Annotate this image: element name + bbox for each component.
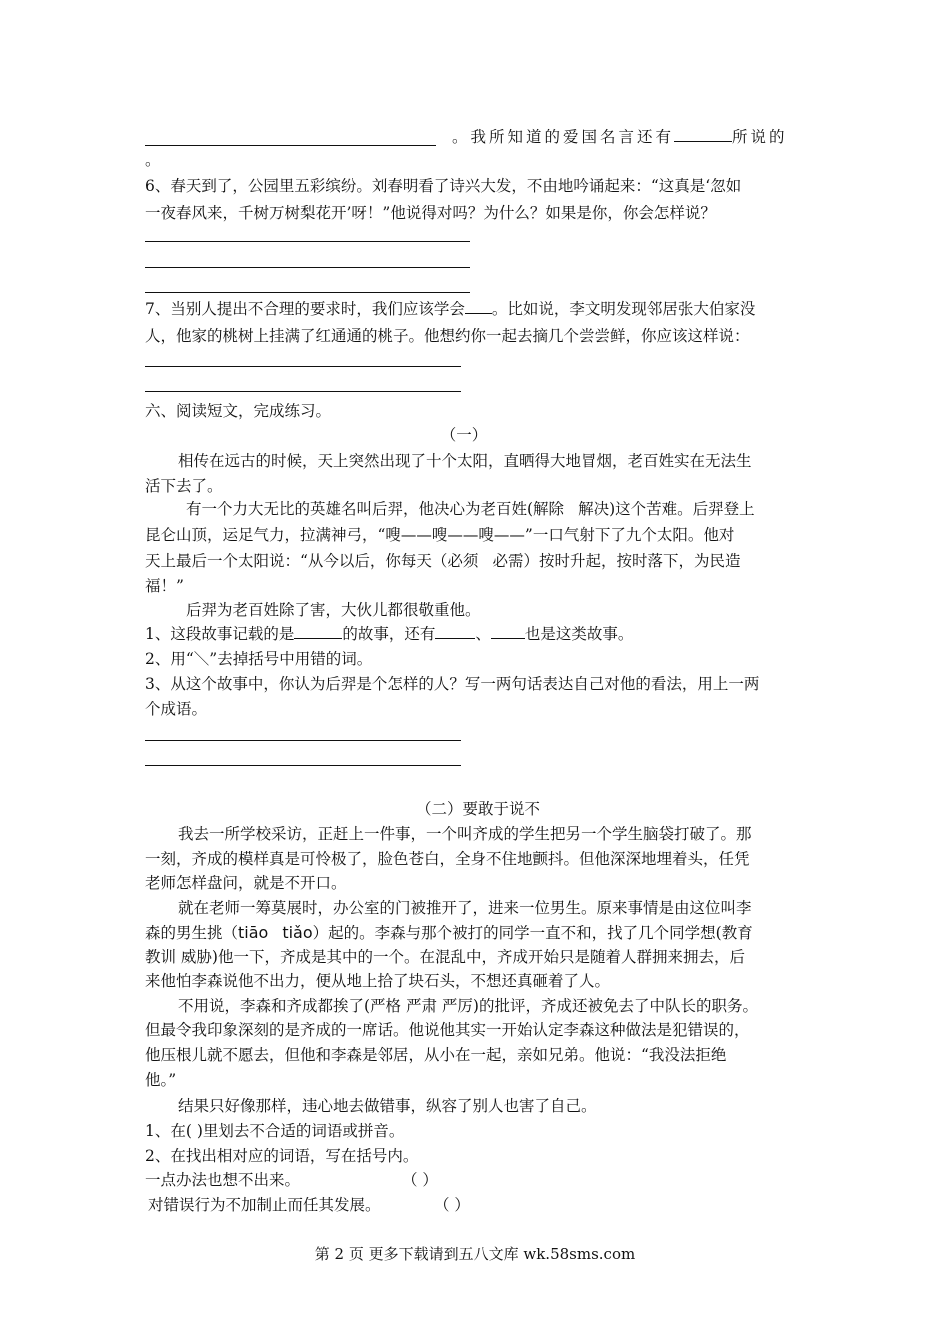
part1-p2-line1: 有一个力大无比的英雄名叫后羿，他决心为老百姓(解除 解决)这个苦难。后羿登上 xyxy=(186,500,755,518)
part1-q1: 1、这段故事记载的是 的故事，还有 、 也是这类故事。 xyxy=(145,625,634,643)
section6-heading: 六、阅读短文，完成练习。 xyxy=(145,402,332,420)
part1-q3-line1: 3、从这个故事中，你认为后羿是个怎样的人？写一两句话表达自己对他的看法，用上一两 xyxy=(145,675,760,693)
part2-p1-line3: 老师怎样盘问，就是不开口。 xyxy=(145,874,347,892)
part2-p3-line2: 但最令我印象深刻的是齐成的一席话。他说他其实一开始认定李森这种做法是犯错误的， xyxy=(145,1021,750,1039)
answer-paren[interactable]: （ ） xyxy=(434,1196,470,1214)
part1-p2-line4: 福！” xyxy=(145,577,184,595)
answer-line[interactable] xyxy=(145,740,461,741)
part2-p2-line4: 来他怕李森说他不出力，便从地上拾了块石头，不想还真砸着了人。 xyxy=(145,972,611,990)
part1-q2: 2、用“＼”去掉括号中用错的词。 xyxy=(145,650,373,668)
q7-line2: 人，他家的桃树上挂满了红通通的桃子。他想约你一起去摘几个尝尝鲜，你应该这样说： xyxy=(145,327,750,345)
part2-p3-line1: 不用说，李森和齐成都挨了(严格 严肃 严厉)的批评，齐成还被免去了中队长的职务。 xyxy=(178,997,758,1015)
answer-line[interactable] xyxy=(145,366,461,367)
part1-title: （一） xyxy=(440,426,488,444)
answer-blank[interactable] xyxy=(435,637,475,639)
part2-p1-line2: 一刻，齐成的模样真是可怜极了，脸色苍白，全身不住地颤抖。但他深深地埋着头，任凭 xyxy=(145,850,750,868)
answer-paren[interactable]: （ ） xyxy=(402,1171,438,1189)
answer-line[interactable] xyxy=(145,267,470,268)
q7-line1: 7、当别人提出不合理的要求时，我们应该学会 。比如说，李文明发现邻居张大伯家没 xyxy=(145,300,756,318)
part2-q2-item1: 一点办法也想不出来。 xyxy=(145,1171,301,1189)
q5-text: 。我所知道的爱国名言还有 所说的 xyxy=(452,128,788,146)
answer-line[interactable] xyxy=(145,292,470,293)
part1-p3: 后羿为老百姓除了害，大伙儿都很敬重他。 xyxy=(186,601,481,619)
q6-line2: 一夜春风来，千树万树梨花开’呀！”他说得对吗？为什么？如果是你，你会怎样说？ xyxy=(145,204,716,222)
part2-q2: 2、在找出相对应的词语，写在括号内。 xyxy=(145,1147,419,1165)
part2-title: （二）要敢于说不 xyxy=(415,800,540,818)
part2-p2-line2: 森的男生挑（tiāo tiǎo）起的。李森与那个被打的同学一直不和，找了几个同学想(教育 xyxy=(145,923,753,942)
part2-p1-line1: 我去一所学校采访，正赶上一件事，一个叫齐成的学生把另一个学生脑袋打破了。那 xyxy=(178,825,752,843)
answer-line[interactable] xyxy=(145,391,461,392)
part1-p1-line1: 相传在远古的时候，天上突然出现了十个太阳，直晒得大地冒烟，老百姓实在无法生 xyxy=(178,452,752,470)
q6-line1: 6、春天到了，公园里五彩缤纷。刘春明看了诗兴大发，不由地吟诵起来：“这真是‘忽如 xyxy=(145,177,742,195)
part1-p2-line3: 天上最后一个太阳说：“从今以后，你每天（必须 必需）按时升起，按时落下，为民造 xyxy=(145,552,741,570)
page-footer: 第 2 页 更多下载请到五八文库 wk.58sms.com xyxy=(314,1245,636,1263)
answer-line[interactable] xyxy=(145,765,461,766)
part2-p3-line3: 他压根儿就不愿去，但他和李森是邻居，从小在一起，亲如兄弟。他说：“我没法拒绝 xyxy=(145,1046,727,1064)
part2-p4: 结果只好像那样，违心地去做错事，纵容了别人也害了自己。 xyxy=(178,1097,597,1115)
q5-period: 。 xyxy=(145,151,161,169)
answer-blank[interactable] xyxy=(674,140,732,142)
answer-blank[interactable] xyxy=(294,637,342,639)
answer-blank[interactable] xyxy=(491,637,525,639)
answer-line[interactable] xyxy=(145,145,436,146)
part2-q2-item2: 对错误行为不加制止而任其发展。 xyxy=(148,1196,381,1214)
part1-p1-line2: 活下去了。 xyxy=(145,477,223,495)
part2-p2-line3: 教训 威胁)他一下，齐成是其中的一个。在混乱中，齐成开始只是随着人群拥来拥去，后 xyxy=(145,948,745,966)
part2-p3-line4: 他。” xyxy=(145,1071,177,1089)
part2-p2-line1: 就在老师一筹莫展时，办公室的门被推开了，进来一位男生。原来事情是由这位叫李 xyxy=(178,899,752,917)
answer-blank[interactable] xyxy=(465,312,492,314)
part2-q1: 1、在( )里划去不合适的词语或拼音。 xyxy=(145,1122,405,1140)
part1-q3-line2: 个成语。 xyxy=(145,700,208,718)
part1-p2-line2: 昆仑山顶，运足气力，拉满神弓，“嗖——嗖——嗖——”一口气射下了九个太阳。他对 xyxy=(145,526,735,544)
answer-line[interactable] xyxy=(145,241,470,242)
